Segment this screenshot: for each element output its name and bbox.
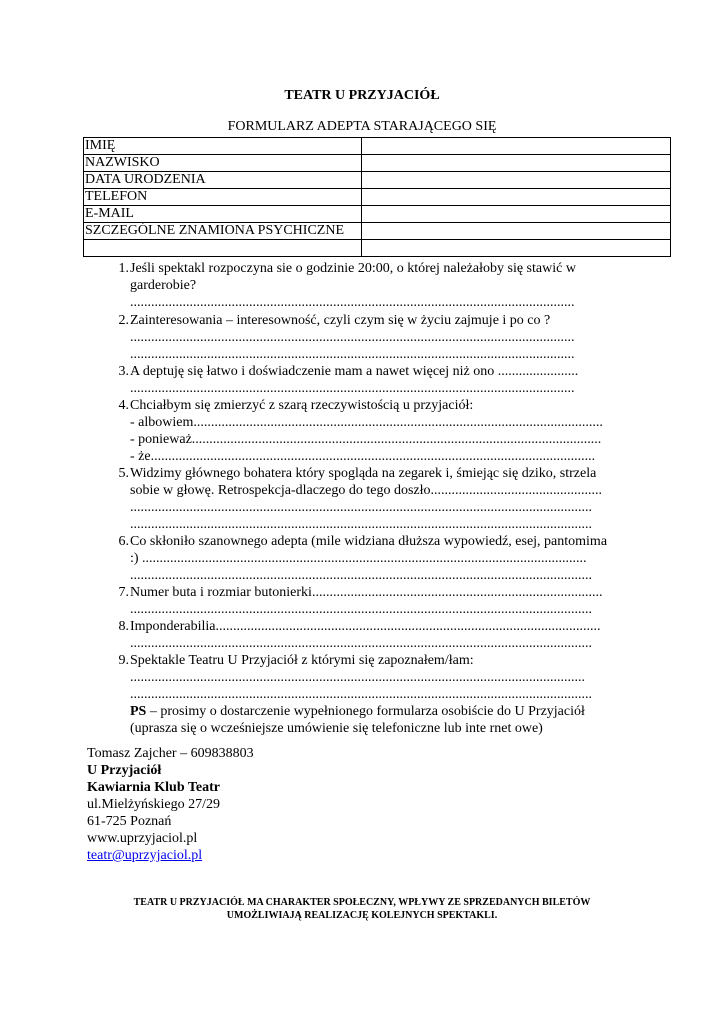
question-text: Co skłoniło szanownego adepta (mile widziana dłuższa wypowiedź, esej, pantomima (130, 534, 608, 549)
field-value[interactable] (362, 223, 671, 240)
question-number: 6. (118, 534, 129, 549)
question-text: Zainteresowania – interesowność, czyli czym się w życiu zajmuje i po co ? (130, 313, 551, 328)
field-value[interactable] (362, 206, 671, 223)
footer-line: TEATR U PRZYJACIÓŁ MA CHARAKTER SPOŁECZNY, WPŁYWY ZE SPRZEDANYCH BILETÓW (133, 897, 591, 908)
question-number: 5. (118, 466, 129, 481)
field-row-email (84, 206, 671, 223)
field-row-phone (84, 189, 671, 206)
page-title: TEATR U PRZYJACIÓŁ (284, 88, 440, 103)
field-value[interactable] (362, 172, 671, 189)
answer-line[interactable]: ............................................................................................................................... (130, 347, 575, 362)
question-text: A deptuję się łatwo i doświadczenie mam a nawet więcej niż ono ....................... (130, 364, 579, 379)
question-number: 4. (118, 398, 129, 413)
field-value[interactable] (362, 189, 671, 206)
answer-line[interactable]: .................................................................................................................................... (130, 517, 592, 532)
answer-line[interactable]: .................................................................................................................................... (130, 636, 592, 651)
field-value[interactable] (362, 240, 671, 257)
footer-line: UMOŻLIWIAJĄ REALIZACJĘ KOLEJNYCH SPEKTAKLI. (226, 910, 498, 921)
venue-subtitle: Kawiarnia Klub Teatr (87, 780, 221, 795)
venue-name: U Przyjaciół (87, 763, 162, 778)
question-text: sobie w głowę. Retrospekcja-dlaczego do tego doszło................................................. (130, 483, 603, 498)
question-number: 1. (118, 261, 129, 276)
ps-text: – prosimy o dostarczenie wypełnionego formularza osobiście do U Przyjaciół (146, 704, 585, 719)
field-label: SZCZEGÓLNE ZNAMIONA PSYCHICZNE (84, 223, 362, 240)
answer-line[interactable]: .................................................................................................................................... (130, 687, 592, 702)
contact-person: Tomasz Zajcher – 609838803 (87, 746, 254, 761)
ps-note (130, 703, 630, 737)
answer-line[interactable]: - albowiem..................................................................................................................... (130, 415, 603, 430)
answer-line[interactable]: .................................................................................................................................... (130, 568, 592, 583)
field-label: TELEFON (84, 189, 362, 206)
field-label: IMIĘ (84, 138, 362, 155)
field-value[interactable] (362, 138, 671, 155)
answer-line[interactable]: :) ............................................................................................................................... (130, 551, 587, 566)
form-subtitle: FORMULARZ ADEPTA STARAJĄCEGO SIĘ (227, 119, 497, 134)
question-text: Jeśli spektakl rozpoczyna sie o godzinie 20:00, o której należałoby się stawić w (130, 261, 576, 276)
question-number: 2. (118, 313, 129, 328)
question-text: garderobie? (130, 278, 197, 293)
answer-line[interactable]: - że............................................................................................................................... (130, 449, 596, 464)
answer-line[interactable]: ............................................................................................................................... (130, 330, 575, 345)
footer-note (0, 896, 724, 922)
question-text: Imponderabilia.............................................................................................................. (130, 619, 601, 634)
field-label: DATA URODZENIA (84, 172, 362, 189)
street-address: ul.Mielżyńskiego 27/29 (87, 797, 220, 812)
question-text: Spektakle Teatru U Przyjaciół z którymi się zapoznałem/łam: (130, 653, 474, 668)
field-label: NAZWISKO (84, 155, 362, 172)
field-row-psychic-marks (84, 223, 671, 240)
field-row-birth-date (84, 172, 671, 189)
applicant-fields-table (83, 137, 671, 257)
question-number: 8. (118, 619, 129, 634)
question-number: 3. (118, 364, 129, 379)
field-row-blank (84, 240, 671, 257)
answer-line[interactable]: .................................................................................................................................. (130, 670, 585, 685)
ps-text: (uprasza się o wcześniejsze umówienie się telefoniczne lub inte rnet owe) (130, 721, 543, 736)
question-text: Numer buta i rozmiar butonierki................................................................................... (130, 585, 603, 600)
field-value[interactable] (362, 155, 671, 172)
postal-city: 61-725 Poznań (87, 814, 172, 829)
question-text: Chciałbym się zmierzyć z szarą rzeczywistością u przyjaciół: (130, 398, 474, 413)
website: www.uprzyjaciol.pl (87, 831, 198, 846)
field-row-first-name (84, 138, 671, 155)
answer-line[interactable]: ............................................................................................................................... (130, 295, 575, 310)
question-text: Widzimy głównego bohatera który spogląda na zegarek i, śmiejąc się dziko, strzela (130, 466, 597, 481)
answer-line[interactable]: .................................................................................................................................... (130, 602, 592, 617)
question-number: 7. (118, 585, 129, 600)
answer-line[interactable]: - ponieważ..................................................................................................................... (130, 432, 602, 447)
field-label: E-MAIL (84, 206, 362, 223)
answer-line[interactable]: ............................................................................................................................... (130, 381, 575, 396)
email-link[interactable]: teatr@uprzyjaciol.pl (87, 848, 203, 863)
ps-label: PS (130, 704, 147, 719)
answer-line[interactable]: .................................................................................................................................... (130, 500, 592, 515)
field-label (84, 240, 362, 257)
field-row-last-name (84, 155, 671, 172)
contact-block (87, 745, 254, 864)
question-number: 9. (118, 653, 129, 668)
